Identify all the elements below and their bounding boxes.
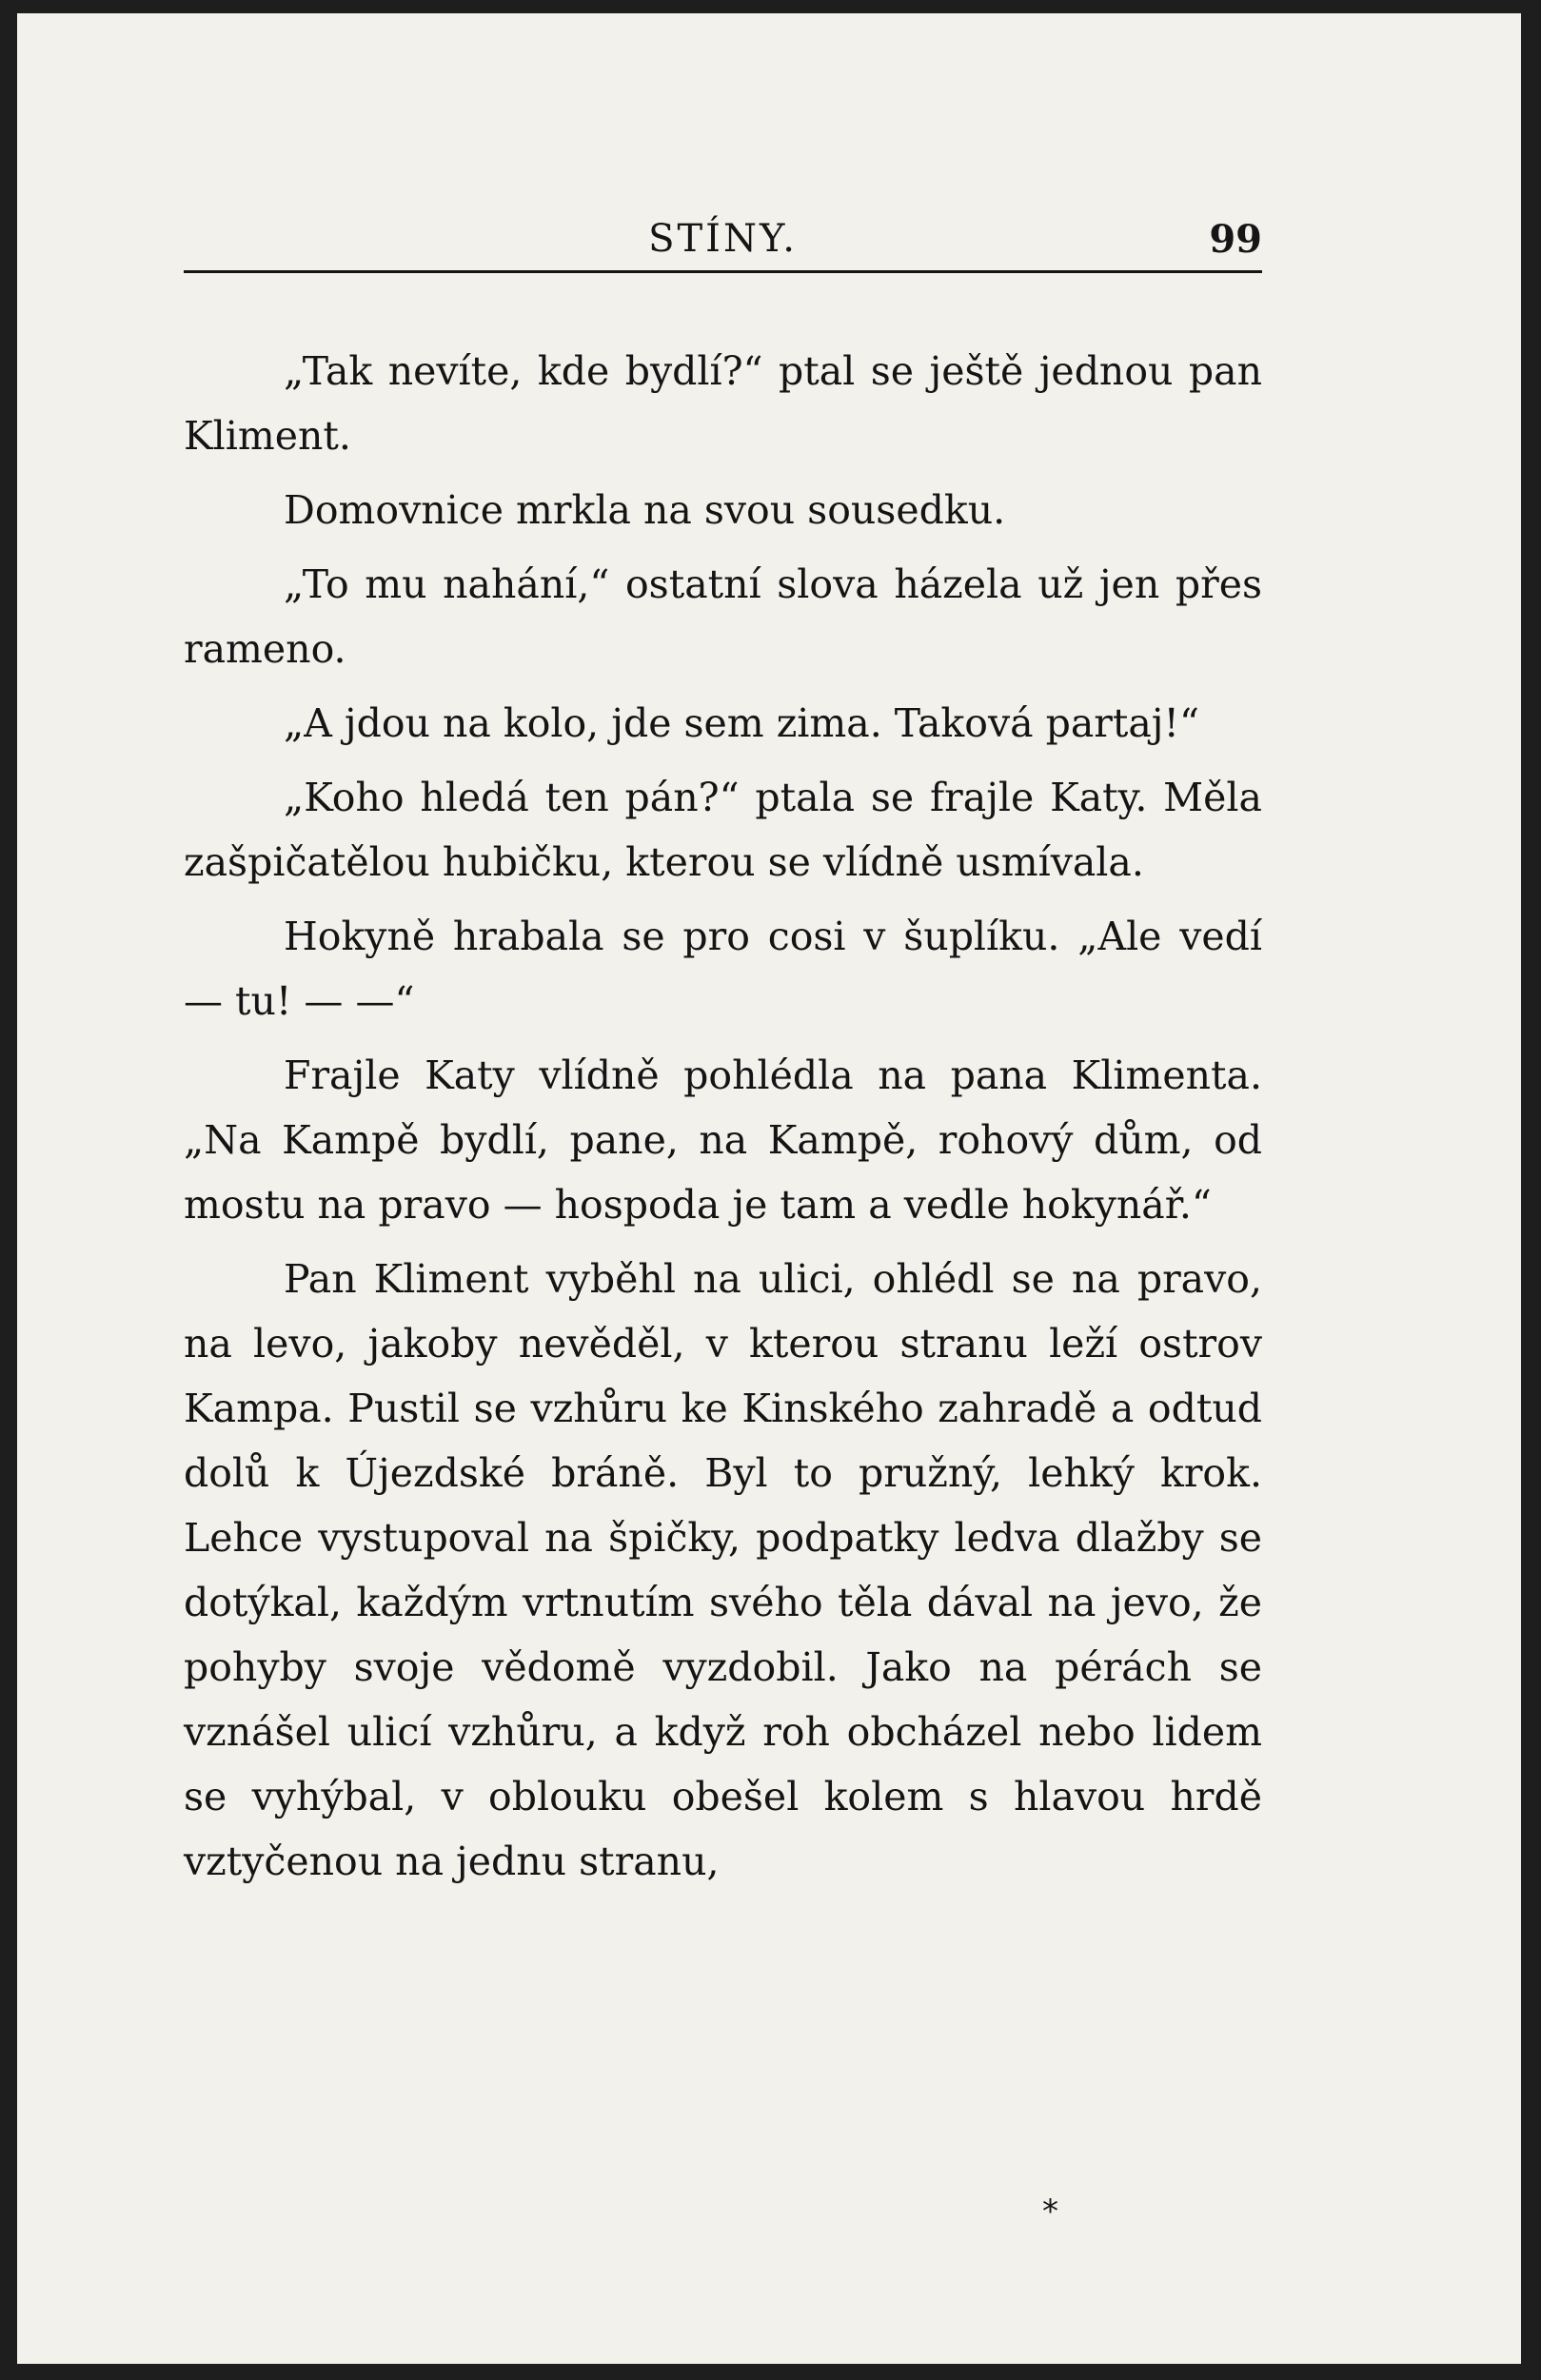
paragraph: Pan Kliment vyběhl na ulici, ohlédl se na pravo, na levo, jakoby nevěděl, v kterou stranu leží ostrov Kampa. Pustil se vzhůru ke Kinského zahradě a odtud dolů k Újezdské bráně. Byl to pružný, lehký krok. Lehce vystupoval na špičky, podpatky ledva dlažby se dotýkal, každým vrtnutím svého těla dával na jevo, že pohyby svoje vědomě vyzdobil. Jako na pérách se vznášel ulicí vzhůru, a když roh obcházel nebo lidem se vyhýbal, v oblouku obešel kolem s hlavou hrdě vztyčenou na jednu stranu, xyxy=(184,1256,1262,1884)
paragraph: Frajle Katy vlídně pohlédla na pana Klimenta. „Na Kampě bydlí, pane, na Kampě, rohový dům, od mostu na pravo — hospoda je tam a vedle hokynář.“ xyxy=(184,1052,1262,1228)
page-number: 99 xyxy=(1209,217,1262,262)
running-title: STÍNY. xyxy=(648,217,798,261)
paragraph: Hokyně hrabala se pro cosi v šuplíku. „Ale vedí — tu! — —“ xyxy=(184,914,1262,1024)
book-page xyxy=(17,13,1521,2364)
paragraph: „Tak nevíte, kde bydlí?“ ptal se ještě jednou pan Kliment. xyxy=(184,348,1262,459)
page-header xyxy=(184,202,1262,273)
signature-mark: * xyxy=(1042,2193,1058,2231)
paragraph: Domovnice mrkla na svou sousedku. xyxy=(284,487,1006,533)
paragraph: „Koho hledá ten pán?“ ptala se frajle Katy. Měla zašpičatělou hubičku, kterou se vlídně usmívala. xyxy=(184,775,1262,885)
paragraph: „To mu nahání,“ ostatní slova házela už jen přes rameno. xyxy=(184,561,1262,672)
paragraph: „A jdou na kolo, jde sem zima. Taková partaj!“ xyxy=(284,700,1199,746)
body-text xyxy=(184,339,1262,1903)
